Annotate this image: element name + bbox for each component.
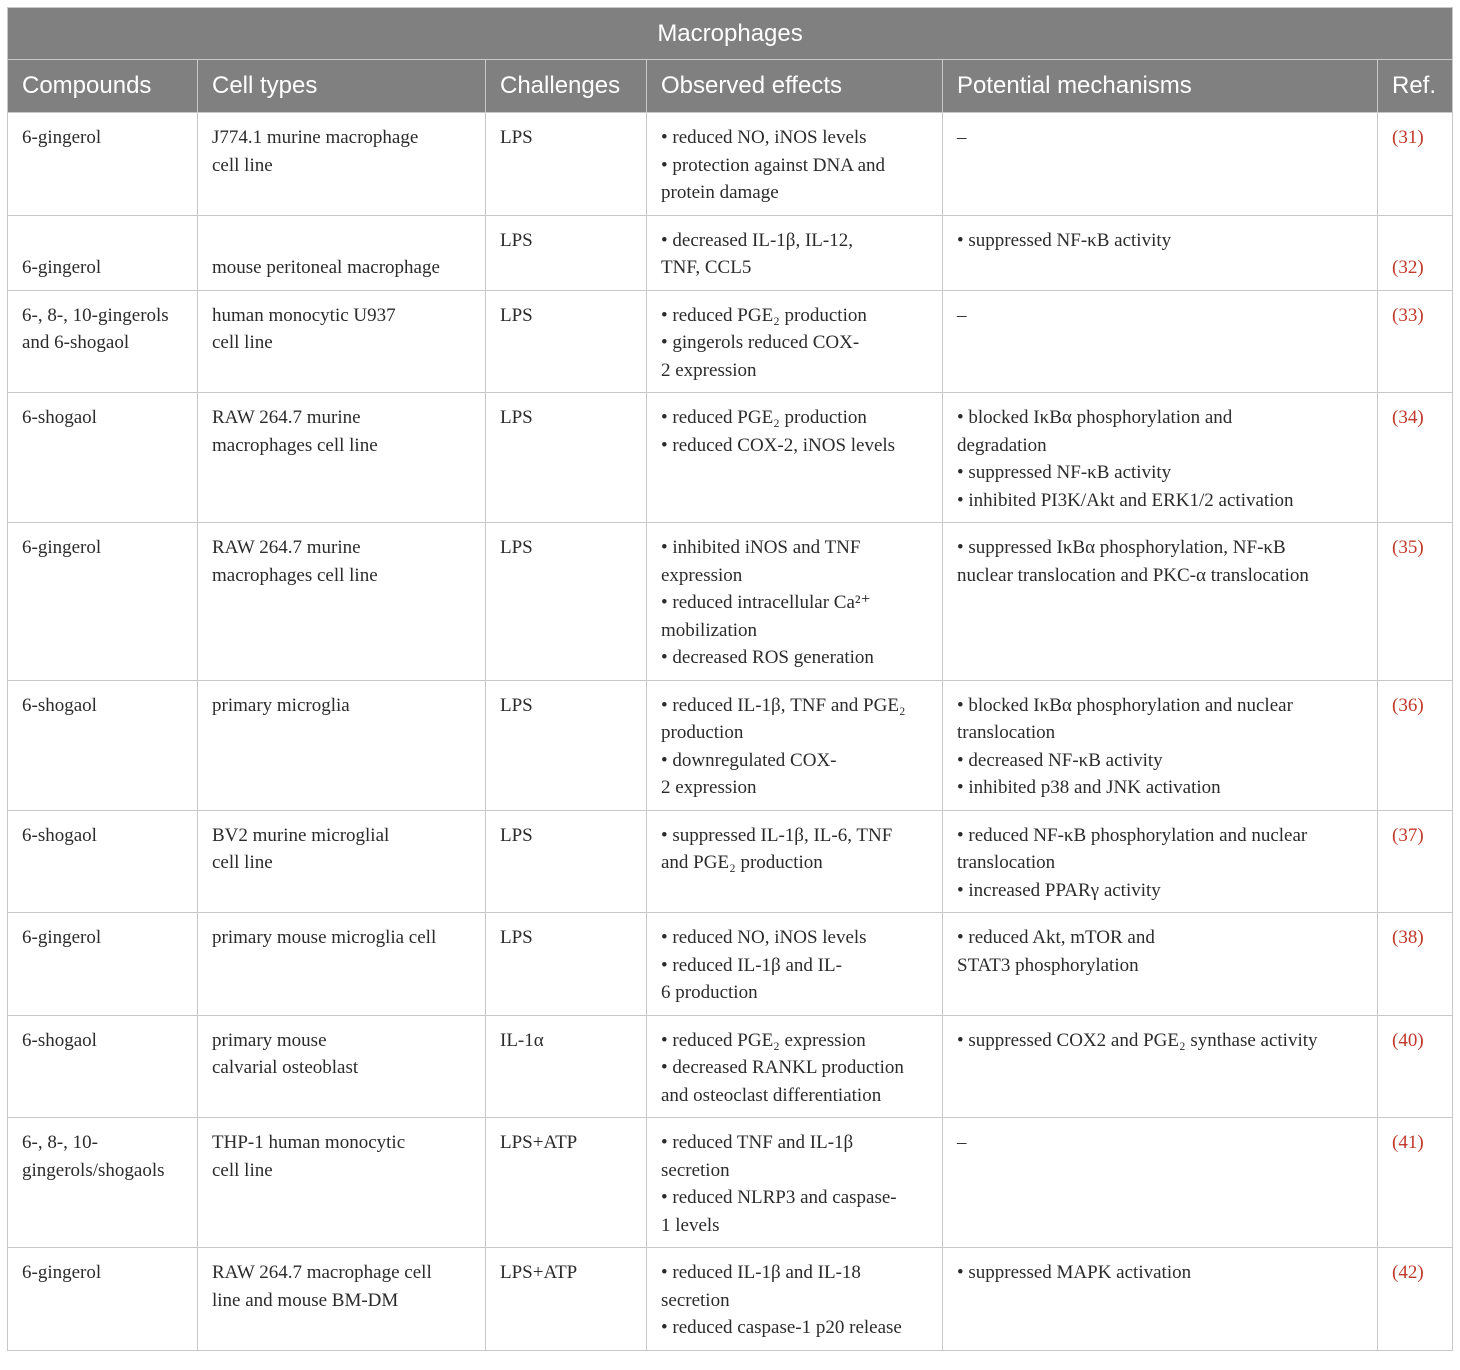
cell-cell-type xyxy=(198,680,486,810)
effect-item: • reduced IL-1β and IL-18 secretion xyxy=(661,1262,861,1311)
table-row xyxy=(8,113,1453,216)
cell-observed-effects xyxy=(647,680,943,810)
cell-compound xyxy=(8,1015,198,1118)
cell-challenge xyxy=(486,680,647,810)
effect-item: • reduced PGE₂ expression xyxy=(661,1029,866,1051)
cell-challenge-text: IL-1α xyxy=(500,1029,544,1051)
cell-cell-type xyxy=(198,113,486,216)
cell-cell-type-text: primary microglia xyxy=(212,694,350,716)
cell-challenge-text: LPS xyxy=(500,927,533,948)
effect-item: • reduced intracellular Ca²⁺ mobilization xyxy=(661,592,871,641)
effect-item: • suppressed IL-1β, IL-6, TNF and PGE₂ production xyxy=(661,824,893,873)
cell-cell-type-text: THP-1 human monocytic cell line xyxy=(212,1132,406,1181)
reference-link[interactable]: (34) xyxy=(1392,407,1424,428)
cell-challenge-text: LPS xyxy=(500,824,533,846)
header-ref: Ref. xyxy=(1378,60,1453,113)
cell-challenge xyxy=(486,215,647,290)
cell-potential-mechanisms xyxy=(943,1118,1378,1248)
cell-cell-type-text: mouse peritoneal macrophage xyxy=(212,257,440,278)
cell-compound-text: 6-shogaol xyxy=(22,407,97,428)
cell-ref xyxy=(1378,810,1453,913)
header-compounds: Compounds xyxy=(8,60,198,113)
cell-observed-effects xyxy=(647,290,943,393)
cell-ref xyxy=(1378,1248,1453,1351)
cell-potential-mechanisms xyxy=(943,523,1378,681)
cell-observed-effects xyxy=(647,1015,943,1118)
cell-cell-type xyxy=(198,393,486,523)
cell-challenge-text: LPS xyxy=(500,407,533,428)
table-row xyxy=(8,215,1453,290)
mechanism-item: • reduced NF-κB phosphorylation and nuclear translocation xyxy=(957,824,1308,873)
mechanism-item: • suppressed IκBα phosphorylation, NF-κB nuclear translocation and PKC-α translocation xyxy=(957,537,1309,586)
cell-potential-mechanisms xyxy=(943,215,1378,290)
cell-compound-text: 6-, 8-, 10- gingerols/shogaols xyxy=(22,1132,165,1181)
cell-compound xyxy=(8,290,198,393)
cell-cell-type-text: primary mouse microglia cell xyxy=(212,927,437,948)
cell-compound xyxy=(8,113,198,216)
mechanism-item: • blocked IκBα phosphorylation and degradation xyxy=(957,407,1233,456)
effect-item: • reduced NO, iNOS levels xyxy=(661,927,867,948)
effect-item: • decreased ROS generation xyxy=(661,647,874,668)
cell-ref xyxy=(1378,113,1453,216)
table-row xyxy=(8,523,1453,681)
effect-item: • reduced caspase-1 p20 release xyxy=(661,1317,902,1338)
mechanism-item: • suppressed NF-κB activity xyxy=(957,229,1172,251)
header-potential-mechanisms: Potential mechanisms xyxy=(943,60,1378,113)
effect-item: • reduced NO, iNOS levels xyxy=(661,127,867,148)
mechanism-item: – xyxy=(957,1132,967,1153)
cell-observed-effects xyxy=(647,113,943,216)
cell-observed-effects xyxy=(647,1248,943,1351)
effect-item: • protection against DNA and protein damage xyxy=(661,154,886,203)
cell-observed-effects xyxy=(647,810,943,913)
cell-cell-type xyxy=(198,1015,486,1118)
cell-compound-text: 6-shogaol xyxy=(22,1029,97,1051)
effect-item: • decreased IL-1β, IL-12, TNF, CCL5 xyxy=(661,229,853,278)
effect-item: • reduced COX-2, iNOS levels xyxy=(661,434,896,456)
cell-compound-text: 6-gingerol xyxy=(22,127,102,148)
mechanism-item: • inhibited p38 and JNK activation xyxy=(957,777,1221,798)
cell-observed-effects xyxy=(647,393,943,523)
cell-challenge xyxy=(486,523,647,681)
table-container xyxy=(7,7,1452,1351)
reference-link[interactable]: (33) xyxy=(1392,304,1424,326)
table-row xyxy=(8,290,1453,393)
reference-link[interactable]: (35) xyxy=(1392,537,1424,558)
mechanism-item: – xyxy=(957,127,967,148)
effect-item: • gingerols reduced COX- 2 expression xyxy=(661,332,860,381)
cell-challenge xyxy=(486,290,647,393)
reference-link[interactable]: (38) xyxy=(1392,927,1424,948)
table-row xyxy=(8,680,1453,810)
cell-challenge xyxy=(486,810,647,913)
cell-compound xyxy=(8,913,198,1016)
reference-link[interactable]: (36) xyxy=(1392,694,1424,716)
cell-observed-effects xyxy=(647,913,943,1016)
table-row xyxy=(8,1248,1453,1351)
header-observed-effects: Observed effects xyxy=(647,60,943,113)
cell-compound xyxy=(8,393,198,523)
header-cell-types: Cell types xyxy=(198,60,486,113)
cell-challenge xyxy=(486,113,647,216)
table-row xyxy=(8,1015,1453,1118)
cell-ref xyxy=(1378,393,1453,523)
reference-link[interactable]: (32) xyxy=(1392,257,1424,278)
cell-challenge xyxy=(486,1118,647,1248)
mechanism-item: • increased PPARγ activity xyxy=(957,879,1161,901)
reference-link[interactable]: (42) xyxy=(1392,1262,1424,1283)
cell-cell-type-text: RAW 264.7 murine macrophages cell line xyxy=(212,407,378,456)
effect-item: • reduced IL-1β, TNF and PGE₂ production xyxy=(661,694,906,743)
cell-observed-effects xyxy=(647,1118,943,1248)
cell-cell-type xyxy=(198,290,486,393)
cell-cell-type xyxy=(198,810,486,913)
cell-cell-type-text: RAW 264.7 macrophage cell line and mouse BM-DM xyxy=(212,1262,432,1311)
cell-cell-type xyxy=(198,523,486,681)
cell-potential-mechanisms xyxy=(943,393,1378,523)
cell-challenge-text: LPS xyxy=(500,229,533,251)
cell-potential-mechanisms xyxy=(943,810,1378,913)
cell-potential-mechanisms xyxy=(943,113,1378,216)
cell-observed-effects xyxy=(647,523,943,681)
cell-potential-mechanisms xyxy=(943,1015,1378,1118)
effect-item: • downregulated COX- 2 expression xyxy=(661,749,837,798)
mechanism-item: • inhibited PI3K/Akt and ERK1/2 activation xyxy=(957,489,1294,511)
cell-potential-mechanisms xyxy=(943,290,1378,393)
cell-ref xyxy=(1378,1118,1453,1248)
table-row xyxy=(8,393,1453,523)
cell-cell-type xyxy=(198,1118,486,1248)
header-challenges: Challenges xyxy=(486,60,647,113)
cell-potential-mechanisms xyxy=(943,680,1378,810)
macrophages-table xyxy=(7,7,1453,1351)
cell-compound-text: 6-, 8-, 10-gingerols and 6-shogaol xyxy=(22,304,169,353)
reference-link[interactable]: (31) xyxy=(1392,127,1424,148)
cell-compound xyxy=(8,1248,198,1351)
cell-challenge-text: LPS+ATP xyxy=(500,1262,578,1283)
cell-cell-type-text: BV2 murine microglial cell line xyxy=(212,824,390,873)
mechanism-item: • suppressed MAPK activation xyxy=(957,1262,1192,1283)
cell-ref xyxy=(1378,680,1453,810)
effect-item: • reduced TNF and IL-1β secretion xyxy=(661,1132,854,1181)
cell-compound-text: 6-shogaol xyxy=(22,694,97,716)
cell-challenge-text: LPS xyxy=(500,127,533,148)
cell-compound xyxy=(8,810,198,913)
table-title: Macrophages xyxy=(8,8,1453,60)
cell-ref xyxy=(1378,215,1453,290)
mechanism-item: • decreased NF-κB activity xyxy=(957,749,1163,771)
table-row xyxy=(8,810,1453,913)
effect-item: • reduced IL-1β and IL- 6 production xyxy=(661,954,842,1003)
cell-challenge-text: LPS xyxy=(500,537,533,558)
cell-ref xyxy=(1378,523,1453,681)
cell-compound-text: 6-shogaol xyxy=(22,824,97,846)
cell-compound-text: 6-gingerol xyxy=(22,927,102,948)
reference-link[interactable]: (40) xyxy=(1392,1029,1424,1051)
cell-compound xyxy=(8,1118,198,1248)
cell-challenge-text: LPS xyxy=(500,304,533,326)
cell-observed-effects xyxy=(647,215,943,290)
effect-item: • reduced NLRP3 and caspase- 1 levels xyxy=(661,1187,897,1236)
table-row xyxy=(8,1118,1453,1248)
effect-item: • inhibited iNOS and TNF expression xyxy=(661,537,861,586)
cell-compound xyxy=(8,680,198,810)
cell-challenge xyxy=(486,913,647,1016)
cell-compound-text: 6-gingerol xyxy=(22,537,102,558)
cell-cell-type-text: human monocytic U937 cell line xyxy=(212,304,396,353)
table-row xyxy=(8,913,1453,1016)
cell-cell-type-text: J774.1 murine macrophage cell line xyxy=(212,127,419,176)
cell-challenge xyxy=(486,393,647,523)
cell-challenge xyxy=(486,1248,647,1351)
cell-cell-type-text: RAW 264.7 murine macrophages cell line xyxy=(212,537,378,586)
cell-challenge-text: LPS+ATP xyxy=(500,1132,578,1153)
cell-cell-type xyxy=(198,1248,486,1351)
cell-potential-mechanisms xyxy=(943,1248,1378,1351)
cell-ref xyxy=(1378,1015,1453,1118)
mechanism-item: • reduced Akt, mTOR and STAT3 phosphorylation xyxy=(957,927,1155,976)
cell-ref xyxy=(1378,913,1453,1016)
cell-challenge-text: LPS xyxy=(500,694,533,716)
cell-cell-type-text: primary mouse calvarial osteoblast xyxy=(212,1029,359,1078)
reference-link[interactable]: (41) xyxy=(1392,1132,1424,1153)
mechanism-item: – xyxy=(957,304,967,326)
effect-item: • reduced PGE₂ production xyxy=(661,407,867,428)
effect-item: • decreased RANKL production and osteoclast differentiation xyxy=(661,1057,904,1106)
cell-potential-mechanisms xyxy=(943,913,1378,1016)
cell-compound-text: 6-gingerol xyxy=(22,257,102,278)
mechanism-item: • suppressed NF-κB activity xyxy=(957,462,1172,483)
reference-link[interactable]: (37) xyxy=(1392,824,1424,846)
cell-compound xyxy=(8,215,198,290)
cell-challenge xyxy=(486,1015,647,1118)
mechanism-item: • suppressed COX2 and PGE₂ synthase activity xyxy=(957,1029,1318,1051)
table-body xyxy=(8,113,1453,1351)
mechanism-item: • blocked IκBα phosphorylation and nuclear translocation xyxy=(957,694,1293,743)
cell-compound-text: 6-gingerol xyxy=(22,1262,102,1283)
cell-cell-type xyxy=(198,215,486,290)
effect-item: • reduced PGE₂ production xyxy=(661,304,867,326)
cell-ref xyxy=(1378,290,1453,393)
cell-compound xyxy=(8,523,198,681)
cell-cell-type xyxy=(198,913,486,1016)
